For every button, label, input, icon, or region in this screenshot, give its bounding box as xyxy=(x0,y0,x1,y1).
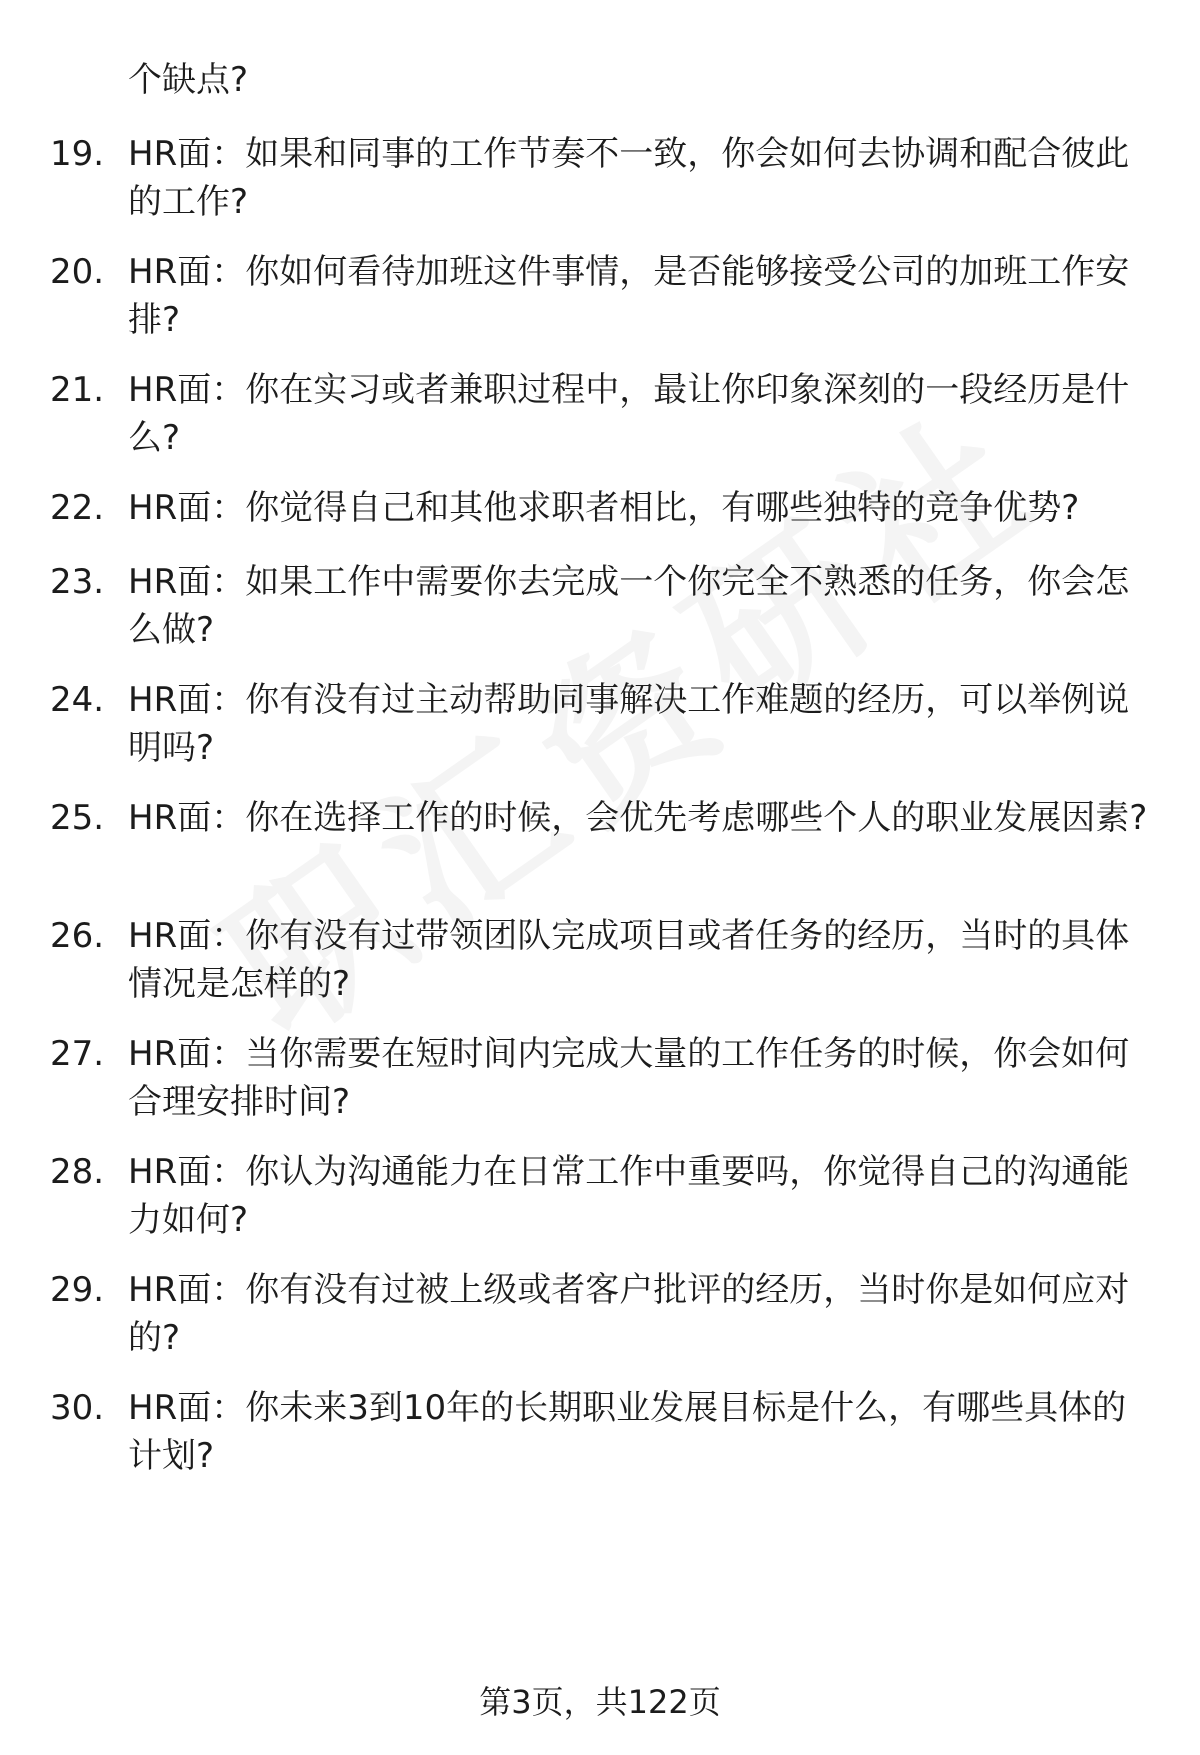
item-text: HR面：你在实习或者兼职过程中，最让你印象深刻的一段经历是什么? xyxy=(128,370,1130,458)
item-number: 26. xyxy=(50,916,105,956)
item-number: 21. xyxy=(50,370,105,410)
item-text: HR面：你认为沟通能力在日常工作中重要吗，你觉得自己的沟通能力如何? xyxy=(128,1152,1130,1240)
item-text: HR面：你有没有过带领团队完成项目或者任务的经历，当时的具体情况是怎样的? xyxy=(128,916,1130,1004)
item-text: HR面：你有没有过被上级或者客户批评的经历，当时你是如何应对的? xyxy=(128,1270,1130,1358)
item-number: 25. xyxy=(50,798,105,838)
item-number: 30. xyxy=(50,1388,105,1428)
item-text: HR面：你有没有过主动帮助同事解决工作难题的经历，可以举例说明吗? xyxy=(128,680,1130,768)
item-number: 20. xyxy=(50,252,105,292)
item-text: HR面：你未来3到10年的长期职业发展目标是什么，有哪些具体的计划? xyxy=(128,1388,1127,1476)
item-number: 22. xyxy=(50,488,105,528)
item-text: HR面：当你需要在短时间内完成大量的工作任务的时候，你会如何合理安排时间? xyxy=(128,1034,1130,1122)
item-number: 29. xyxy=(50,1270,105,1310)
item-number: 24. xyxy=(50,680,105,720)
item-text: HR面：你如何看待加班这件事情，是否能够接受公司的加班工作安排? xyxy=(128,252,1130,340)
item-text: HR面：你在选择工作的时候，会优先考虑哪些个人的职业发展因素? xyxy=(128,798,1148,838)
item-text: HR面：如果工作中需要你去完成一个你完全不熟悉的任务，你会怎么做? xyxy=(128,562,1130,650)
page-footer: 第3页，共122页 xyxy=(479,1683,721,1721)
continuation-text: 个缺点? xyxy=(128,60,249,100)
item-number: 28. xyxy=(50,1152,105,1192)
item-number: 19. xyxy=(50,134,105,174)
item-number: 27. xyxy=(50,1034,105,1074)
item-number: 23. xyxy=(50,562,105,602)
item-text: HR面：你觉得自己和其他求职者相比，有哪些独特的竞争优势? xyxy=(128,488,1080,528)
item-text: HR面：如果和同事的工作节奏不一致，你会如何去协调和配合彼此的工作? xyxy=(128,134,1130,222)
